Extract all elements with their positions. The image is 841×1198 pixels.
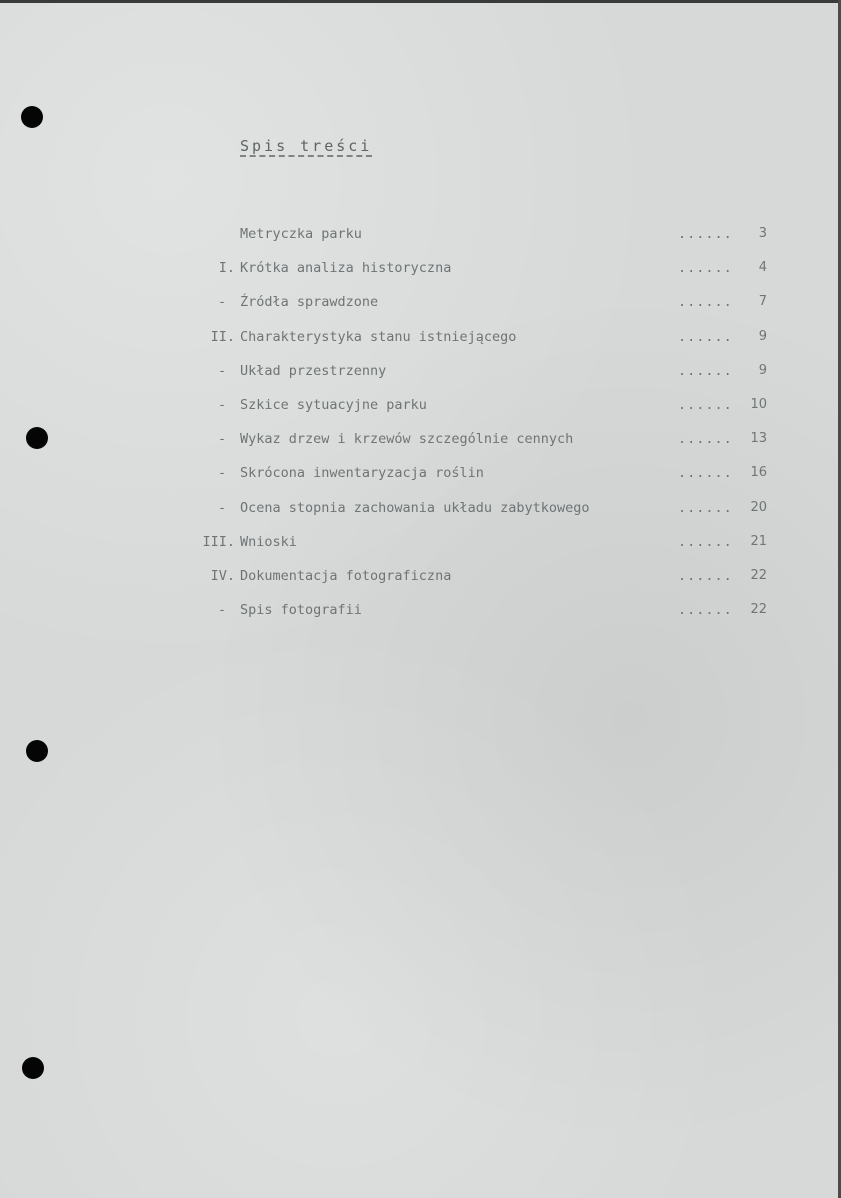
punch-hole-1 <box>21 106 43 128</box>
toc-row-label: Ocena stopnia zachowania układu zabytkowego <box>240 499 590 516</box>
toc-row-dash: - <box>218 602 227 619</box>
toc-row-page: 22 <box>750 602 767 618</box>
toc-row-page: 9 <box>758 362 767 378</box>
toc-row <box>0 530 841 564</box>
toc-row-page: 10 <box>750 396 767 412</box>
toc-row-page: 21 <box>750 533 767 549</box>
toc-row-leader: ...... <box>678 396 733 413</box>
table-of-contents <box>0 222 841 632</box>
toc-row-label: Układ przestrzenny <box>240 362 387 379</box>
toc-row-leader: ...... <box>678 567 733 584</box>
toc-row-dash: - <box>218 362 227 379</box>
toc-row-dash: - <box>218 294 227 311</box>
toc-row-dash: - <box>218 499 227 516</box>
toc-row-page: 13 <box>750 431 767 447</box>
toc-row-page: 20 <box>750 499 767 515</box>
toc-row <box>0 427 841 461</box>
toc-row-leader: ...... <box>678 602 733 619</box>
toc-row <box>0 393 841 427</box>
toc-row <box>0 222 841 256</box>
toc-row-page: 22 <box>750 567 767 583</box>
toc-row <box>0 496 841 530</box>
toc-row-leader: ...... <box>678 260 733 277</box>
punch-hole-3 <box>26 740 48 762</box>
toc-row-label: Wykaz drzew i krzewów szczególnie cennych <box>240 431 574 448</box>
toc-row-leader: ...... <box>678 328 733 345</box>
toc-row-number: II. <box>210 328 235 345</box>
toc-row <box>0 256 841 290</box>
toc-row-dash: - <box>218 431 227 448</box>
toc-row-leader: ...... <box>678 431 733 448</box>
toc-row-page: 3 <box>758 226 767 241</box>
toc-row-label: Charakterystyka stanu istniejącego <box>240 328 517 345</box>
toc-row-leader: ...... <box>678 362 733 379</box>
toc-row-leader: ...... <box>678 226 733 242</box>
punch-hole-4 <box>22 1057 44 1079</box>
toc-row-leader: ...... <box>678 499 733 516</box>
toc-row-page: 4 <box>758 260 767 276</box>
page-title: Spis treści <box>240 137 373 155</box>
scan-edge-top <box>0 0 841 3</box>
toc-row-label: Dokumentacja fotograficzna <box>240 567 452 584</box>
toc-row-label: Szkice sytuacyjne parku <box>240 396 427 413</box>
toc-row <box>0 290 841 324</box>
toc-row-label: Wnioski <box>240 533 297 550</box>
toc-row <box>0 564 841 598</box>
toc-row-label: Metryczka parku <box>240 226 362 242</box>
toc-row-leader: ...... <box>678 294 733 311</box>
toc-row-leader: ...... <box>678 465 733 482</box>
toc-row-label: Spis fotografii <box>240 602 362 619</box>
toc-row <box>0 598 841 632</box>
toc-row-number: I. <box>218 260 235 277</box>
toc-row-dash: - <box>218 465 227 482</box>
toc-row <box>0 359 841 393</box>
toc-row-number: III. <box>202 533 235 550</box>
toc-row-label: Krótka analiza historyczna <box>240 260 452 277</box>
toc-row-label: Skrócona inwentaryzacja roślin <box>240 465 484 482</box>
toc-row-page: 7 <box>758 294 767 310</box>
toc-row-leader: ...... <box>678 533 733 550</box>
toc-row-page: 16 <box>750 465 767 481</box>
toc-row-label: Źródła sprawdzone <box>240 294 379 311</box>
toc-row <box>0 461 841 495</box>
toc-row <box>0 325 841 359</box>
toc-row-page: 9 <box>758 328 767 344</box>
toc-row-number: IV. <box>210 567 235 584</box>
toc-row-dash: - <box>218 396 227 413</box>
